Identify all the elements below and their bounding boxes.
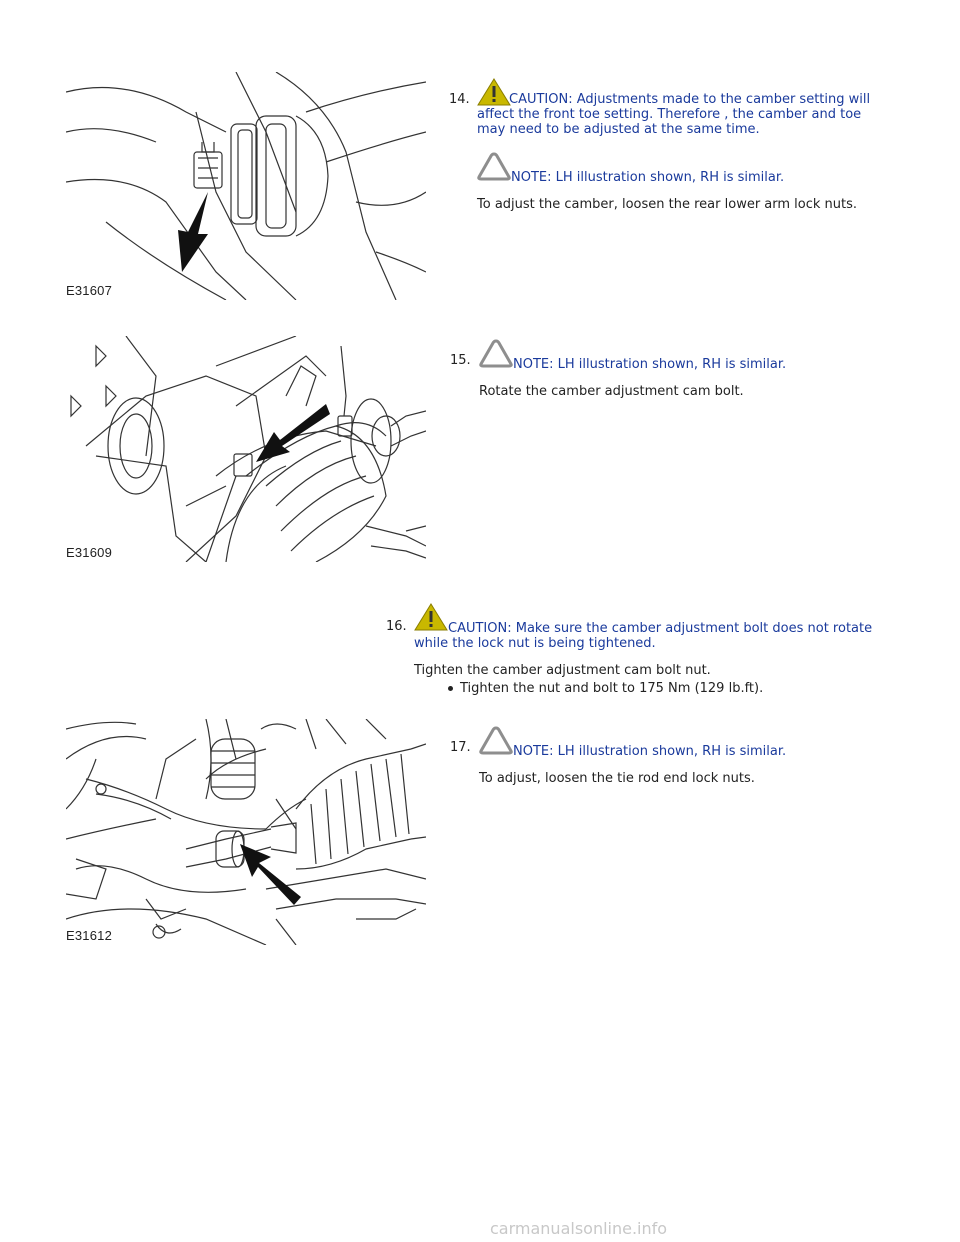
step-instruction: Tighten the camber adjustment cam bolt nut. (414, 663, 711, 678)
caution-warning-triangle-icon (477, 77, 509, 107)
note-block (479, 725, 879, 759)
step-number: 17. (450, 740, 471, 755)
caution-warning-triangle-icon (414, 602, 448, 636)
note-text: NOTE: LH illustration shown, RH is similar. (513, 357, 787, 372)
caution-block (477, 77, 877, 137)
step-15-content (479, 338, 879, 399)
watermark: carmanualsonline.info (490, 1219, 668, 1238)
note-block (479, 338, 879, 372)
step-instruction: To adjust, loosen the tie rod end lock nuts. (479, 771, 755, 786)
tie-rod-drawing (66, 719, 426, 945)
figure-label: E31607 (66, 283, 115, 298)
note-block (477, 151, 877, 185)
step-number: 14. (449, 92, 470, 107)
note-triangle-icon (479, 725, 513, 759)
sub-steps-list (414, 681, 874, 696)
lower-arm-bushing-drawing (66, 72, 426, 300)
step-instruction: Rotate the camber adjustment cam bolt. (479, 384, 744, 399)
caution-block (414, 602, 874, 651)
note-triangle-icon (477, 151, 511, 185)
step-instruction: To adjust the camber, loosen the rear lower arm lock nuts. (477, 197, 858, 212)
step-number: 15. (450, 353, 471, 368)
step-17-illustration (66, 719, 426, 945)
step-14-content (477, 77, 877, 212)
note-text: NOTE: LH illustration shown, RH is similar. (511, 170, 785, 185)
figure-label: E31612 (66, 928, 115, 943)
caution-text: CAUTION: Make sure the camber adjustment bolt does not rotate while the lock nut is being tightened. (414, 621, 873, 651)
caution-text: CAUTION: Adjustments made to the camber setting will affect the front toe setting. Therefore , the camber and toe may need to be adjusted at the same time. (477, 92, 871, 137)
note-text: NOTE: LH illustration shown, RH is similar. (513, 744, 787, 759)
figure-label: E31609 (66, 545, 115, 560)
cam-bolt-drawing (66, 336, 426, 562)
step-number: 16. (386, 619, 407, 634)
list-item: Tighten the nut and bolt to 175 Nm (129 lb.ft). (460, 681, 874, 696)
note-triangle-icon (479, 338, 513, 372)
step-16-content (414, 602, 874, 696)
pointer-arrow (178, 192, 208, 272)
pointer-arrow (240, 844, 301, 905)
step-17-content (479, 725, 879, 786)
step-15-illustration (66, 336, 426, 562)
pointer-arrow (256, 404, 330, 462)
step-14-illustration (66, 72, 426, 300)
